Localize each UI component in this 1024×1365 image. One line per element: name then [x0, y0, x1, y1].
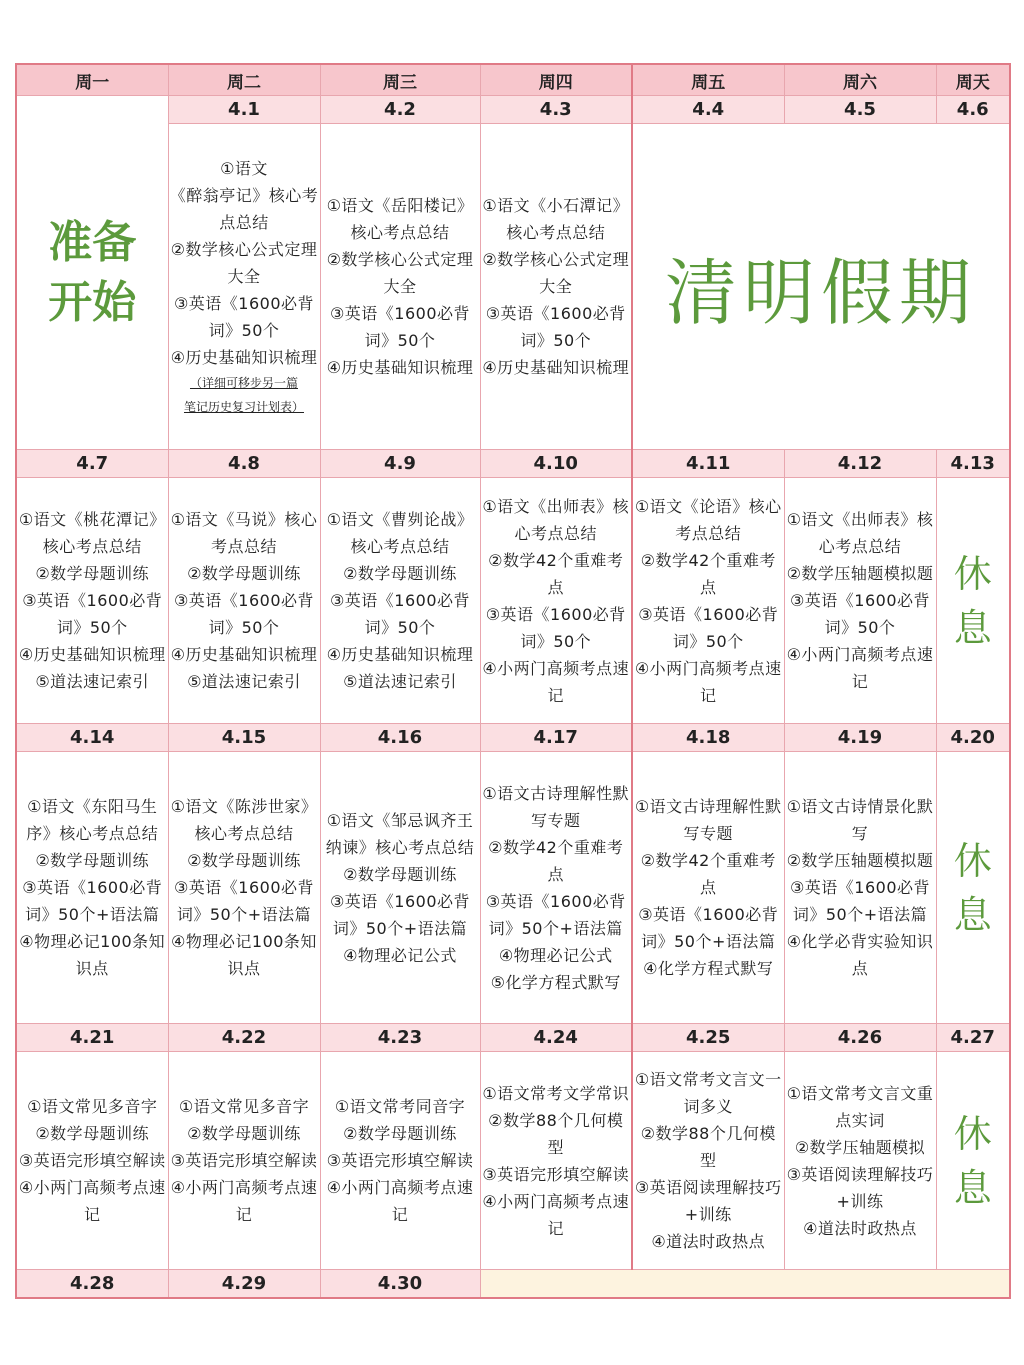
plan-4-9: [320, 478, 480, 724]
plan-line: ④历史基础知识梳理: [170, 347, 318, 367]
plan-4-2: [320, 124, 480, 450]
plan-4-17: [480, 752, 632, 1024]
date-4-2: 4.2: [320, 96, 480, 124]
plan-4-10: [480, 478, 632, 724]
plan-line: ②数学母题训练: [35, 564, 150, 583]
weekday-wed: 周三: [320, 64, 480, 96]
date-4-12: 4.12: [784, 450, 936, 478]
plan-line: ③英语阅读理解技巧+训练: [634, 1178, 782, 1224]
plan-line: ①语文常考同音字: [334, 1097, 466, 1116]
date-4-28: 4.28: [16, 1270, 168, 1299]
plan-note: 笔记历史复习计划表）: [183, 399, 304, 414]
plan-line: ④小两门高频考点速记: [482, 658, 630, 705]
plan-line: ①语文《出师表》核心考点总结: [786, 510, 934, 556]
plan-line: ③英语完形填空解读: [482, 1164, 630, 1184]
plan-4-26: [784, 1052, 936, 1270]
plan-4-24: [480, 1052, 632, 1270]
date-4-15: 4.15: [168, 724, 320, 752]
date-4-8: 4.8: [168, 450, 320, 478]
plan-line: ①语文常考文学常识: [482, 1083, 630, 1103]
date-4-13: 4.13: [936, 450, 1010, 478]
weekday-header-row: [16, 64, 1010, 96]
plan-line: ③英语《1600必背词》50个+语法篇: [485, 891, 626, 938]
plan-line: ④物理必记100条知识点: [171, 932, 317, 978]
plan-line: ④历史基础知识梳理: [326, 358, 474, 377]
plan-line: ③英语《1600必背词》50个: [485, 304, 626, 350]
plan-line: ④物理必记100条知识点: [19, 932, 166, 978]
plan-line: ③英语《1600必背词》50个: [638, 604, 779, 651]
plan-line: ①语文古诗情景化默写: [786, 797, 934, 843]
date-4-23: 4.23: [320, 1024, 480, 1052]
rest-4-13: [936, 478, 1010, 724]
date-4-27: 4.27: [936, 1024, 1010, 1052]
plan-4-7: [16, 478, 168, 724]
date-row-week4: [16, 1024, 1010, 1052]
plan-line: ②数学42个重难考点: [488, 550, 624, 597]
plan-line: ④物理必记公式: [498, 945, 613, 965]
date-4-24: 4.24: [480, 1024, 632, 1052]
weekday-mon: 周一: [16, 64, 168, 96]
plan-line: ③英语完形填空解读: [170, 1151, 318, 1170]
plan-line: ②数学核心公式定理大全: [326, 250, 474, 296]
plan-line: ①语文常见多音字: [27, 1097, 158, 1116]
rest-4-20: [936, 752, 1010, 1024]
plan-line: ③英语《1600必背词》50个: [173, 293, 315, 340]
plan-line: ③英语《1600必背词》50个: [789, 591, 931, 637]
plan-4-19: [784, 752, 936, 1024]
holiday-label: 清明假期: [664, 250, 977, 335]
plan-line: ①语文: [220, 158, 268, 178]
plan-line: ③英语《1600必背词》50个: [22, 591, 163, 637]
start-cell: [16, 96, 168, 450]
plan-line: ②数学42个重难考点: [640, 550, 776, 597]
plan-line: ①语文古诗理解性默写专题: [634, 797, 782, 843]
plan-line: ④小两门高频考点速记: [634, 658, 782, 705]
plan-line: ③英语《1600必背词》50个: [329, 304, 471, 350]
plan-line: ④历史基础知识梳理: [18, 645, 166, 664]
plan-line: ②数学母题训练: [187, 851, 301, 870]
weekday-sun: 周天: [936, 64, 1010, 96]
weekday-sat: 周六: [784, 64, 936, 96]
content-row-week2: [16, 478, 1010, 724]
weekday-fri: 周五: [632, 64, 784, 96]
date-4-20: 4.20: [936, 724, 1010, 752]
date-4-6: 4.6: [936, 96, 1010, 124]
plan-line: ①语文《东阳马生序》核心考点总结: [26, 797, 159, 843]
date-4-5: 4.5: [784, 96, 936, 124]
rest-line2: 息: [953, 605, 992, 650]
date-row-week3: [16, 724, 1010, 752]
plan-line: ①语文常见多音字: [178, 1097, 310, 1116]
plan-line: ②数学核心公式定理大全: [170, 239, 318, 286]
start-line2: 开始: [48, 276, 137, 328]
plan-4-25: [632, 1052, 784, 1270]
date-4-30: 4.30: [320, 1270, 480, 1299]
rest-line2: 息: [953, 1165, 992, 1210]
date-row-week2: [16, 450, 1010, 478]
plan-line: ②数学核心公式定理大全: [482, 250, 630, 296]
plan-line: ①语文古诗理解性默写专题: [482, 783, 630, 830]
plan-line: ①语文常考文言文重点实词: [786, 1083, 934, 1130]
plan-line: ④化学必背实验知识点: [786, 932, 934, 978]
plan-4-11: [632, 478, 784, 724]
plan-line: ②数学88个几何模型: [640, 1124, 776, 1170]
plan-line: ②数学压轴题模拟题: [786, 564, 934, 583]
plan-4-8: [168, 478, 320, 724]
plan-line: ②数学母题训练: [187, 1124, 301, 1143]
plan-line: ③英语完形填空解读: [326, 1151, 474, 1170]
plan-4-3: [480, 124, 632, 450]
plan-line: ②数学母题训练: [35, 1124, 150, 1143]
plan-note: （详细可移步另一篇: [189, 375, 298, 390]
plan-line: ④小两门高频考点速记: [482, 1191, 630, 1238]
plan-line: ②数学压轴题模拟: [794, 1137, 926, 1157]
plan-line: ③英语《1600必背词》50个+语法篇: [173, 878, 315, 924]
date-4-4: 4.4: [632, 96, 784, 124]
date-4-26: 4.26: [784, 1024, 936, 1052]
plan-line: ②数学母题训练: [343, 864, 457, 884]
plan-line: ④道法时政热点: [803, 1218, 917, 1238]
plan-4-1: [168, 124, 320, 450]
plan-line: ④历史基础知识梳理: [326, 645, 474, 664]
date-4-1: 4.1: [168, 96, 320, 124]
plan-line: ②数学母题训练: [343, 564, 457, 583]
plan-line: ②数学母题训练: [35, 851, 150, 870]
plan-line: ③英语《1600必背词》50个+语法篇: [329, 891, 471, 938]
plan-line: ③英语完形填空解读: [18, 1151, 166, 1170]
date-4-7: 4.7: [16, 450, 168, 478]
plan-line: ①语文常考文言文一词多义: [634, 1070, 782, 1116]
plan-line: ①语文《邹忌讽齐王纳谏》核心考点总结: [325, 810, 475, 857]
plan-line: ④化学方程式默写: [643, 959, 774, 978]
plan-line: ④历史基础知识梳理: [170, 645, 318, 664]
plan-line: ②数学42个重难考点: [640, 851, 776, 897]
date-4-25: 4.25: [632, 1024, 784, 1052]
plan-line: ④小两门高频考点速记: [786, 645, 934, 691]
weekday-thu: 周四: [480, 64, 632, 96]
plan-line: ①语文《岳阳楼记》核心考点总结: [326, 196, 474, 242]
plan-line: ④历史基础知识梳理: [482, 358, 630, 377]
plan-line: ④小两门高频考点速记: [326, 1178, 474, 1224]
plan-line: ①语文《马说》核心考点总结: [170, 510, 318, 556]
plan-line: ③英语《1600必背词》50个+语法篇: [789, 878, 931, 924]
date-4-3: 4.3: [480, 96, 632, 124]
plan-line: ⑤道法速记索引: [187, 672, 301, 691]
date-4-17: 4.17: [480, 724, 632, 752]
plan-4-22: [168, 1052, 320, 1270]
plan-line: ③英语《1600必背词》50个+语法篇: [638, 905, 779, 951]
empty-tail: [480, 1270, 1010, 1299]
plan-line: ①语文《论语》核心考点总结: [634, 496, 782, 543]
start-line1: 准备: [48, 216, 137, 268]
date-4-29: 4.29: [168, 1270, 320, 1299]
plan-line: ①语文《小石潭记》核心考点总结: [482, 196, 630, 242]
plan-line: ④小两门高频考点速记: [18, 1178, 166, 1224]
plan-line: ①语文《曹刿论战》核心考点总结: [326, 510, 474, 556]
date-row-week1: [16, 96, 1010, 124]
plan-4-15: [168, 752, 320, 1024]
content-row-week4: [16, 1052, 1010, 1270]
plan-4-21: [16, 1052, 168, 1270]
date-row-week5: [16, 1270, 1010, 1299]
plan-line: ⑤道法速记索引: [35, 672, 150, 691]
plan-line: ③英语阅读理解技巧+训练: [786, 1164, 934, 1211]
holiday-cell: [632, 124, 1010, 450]
date-4-10: 4.10: [480, 450, 632, 478]
plan-line: ②数学母题训练: [187, 564, 301, 583]
plan-4-18: [632, 752, 784, 1024]
plan-line: ②数学42个重难考点: [488, 837, 624, 884]
rest-line1: 休: [953, 1111, 992, 1156]
plan-4-16: [320, 752, 480, 1024]
plan-line: ③英语《1600必背词》50个: [173, 591, 315, 637]
plan-line: ④物理必记公式: [343, 945, 457, 965]
plan-line: ⑤道法速记索引: [343, 672, 457, 691]
plan-line: ①语文《桃花潭记》核心考点总结: [18, 510, 166, 556]
weekday-tue: 周二: [168, 64, 320, 96]
study-calendar: [15, 63, 1011, 1299]
date-4-22: 4.22: [168, 1024, 320, 1052]
plan-line: ①语文《出师表》核心考点总结: [482, 496, 630, 543]
plan-line: 《醉翁亭记》核心考点总结: [169, 185, 319, 232]
rest-line1: 休: [953, 838, 992, 883]
plan-line: ③英语《1600必背词》50个+语法篇: [22, 878, 163, 924]
rest-line2: 息: [953, 892, 992, 937]
date-4-14: 4.14: [16, 724, 168, 752]
plan-line: ④道法时政热点: [651, 1232, 766, 1251]
date-4-9: 4.9: [320, 450, 480, 478]
rest-line1: 休: [953, 551, 992, 596]
plan-line: ④小两门高频考点速记: [170, 1178, 318, 1224]
plan-line: ②数学压轴题模拟题: [786, 851, 934, 870]
plan-line: ③英语《1600必背词》50个: [485, 604, 626, 651]
date-4-18: 4.18: [632, 724, 784, 752]
rest-4-27: [936, 1052, 1010, 1270]
plan-line: ②数学母题训练: [343, 1124, 457, 1143]
plan-4-23: [320, 1052, 480, 1270]
plan-line: ②数学88个几何模型: [488, 1110, 624, 1157]
plan-4-14: [16, 752, 168, 1024]
plan-4-12: [784, 478, 936, 724]
date-4-16: 4.16: [320, 724, 480, 752]
date-4-11: 4.11: [632, 450, 784, 478]
plan-line: ①语文《陈涉世家》核心考点总结: [170, 797, 318, 843]
content-row-week3: [16, 752, 1010, 1024]
plan-line: ⑤化学方程式默写: [490, 972, 621, 992]
date-4-21: 4.21: [16, 1024, 168, 1052]
date-4-19: 4.19: [784, 724, 936, 752]
plan-line: ③英语《1600必背词》50个: [329, 591, 471, 637]
